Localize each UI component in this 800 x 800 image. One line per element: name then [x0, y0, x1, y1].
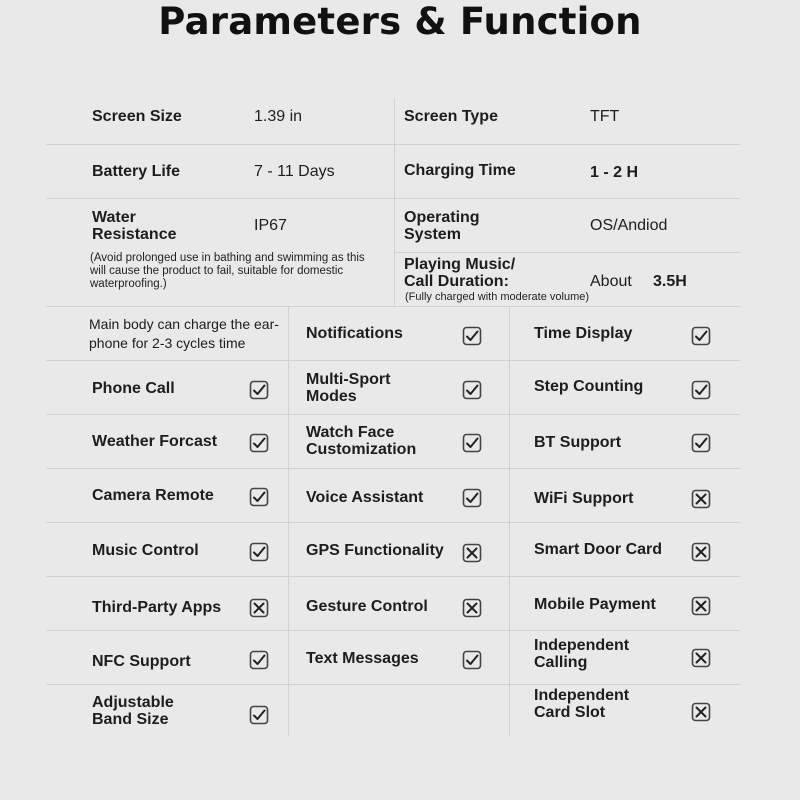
feature-phone-call: Phone Call	[92, 380, 175, 397]
screen-size-label: Screen Size	[92, 108, 182, 125]
divider	[46, 198, 740, 199]
feature-voice-assistant: Voice Assistant	[306, 489, 424, 506]
feature-step-counting: Step Counting	[534, 378, 644, 395]
music-label-line2: Call Duration:	[404, 273, 509, 290]
cross-icon	[691, 542, 711, 562]
music-value: 3.5H	[653, 273, 687, 290]
os-value: OS/Andiod	[590, 217, 668, 234]
cross-icon	[691, 596, 711, 616]
music-label-line1: Playing Music/	[404, 256, 516, 273]
water-label-line1: Water	[92, 209, 136, 226]
divider	[46, 360, 740, 361]
screen-size-value: 1.39 in	[254, 108, 303, 125]
page-title: Parameters & Function	[158, 0, 642, 43]
divider	[46, 630, 740, 631]
music-note: (Fully charged with moderate volume)	[405, 291, 590, 303]
cross-icon	[249, 598, 269, 618]
check-icon	[462, 650, 482, 670]
check-icon	[249, 487, 269, 507]
check-icon	[249, 433, 269, 453]
feature-gps: GPS Functionality	[306, 542, 444, 559]
feature-adjustable-line1: Adjustable	[92, 694, 174, 711]
divider	[509, 306, 510, 736]
divider	[46, 522, 740, 523]
battery-life-label: Battery Life	[92, 163, 181, 180]
main-body-note: Main body can charge the ear-phone for 2-3 cycles time	[89, 316, 279, 351]
divider	[288, 306, 289, 736]
divider	[46, 144, 740, 145]
divider	[46, 576, 740, 577]
check-icon	[462, 326, 482, 346]
cross-icon	[691, 648, 711, 668]
divider	[394, 252, 740, 253]
feature-multi-sport-line1: Multi-Sport	[306, 371, 391, 388]
water-label-line2: Resistance	[92, 226, 177, 243]
feature-notifications: Notifications	[306, 325, 403, 342]
feature-independent-card-line2: Card Slot	[534, 704, 606, 721]
divider	[46, 414, 740, 415]
feature-adjustable-line2: Band Size	[92, 711, 169, 728]
check-icon	[691, 433, 711, 453]
check-icon	[462, 488, 482, 508]
divider	[46, 468, 740, 469]
divider	[394, 98, 395, 306]
os-label-line1: Operating	[404, 209, 480, 226]
check-icon	[691, 326, 711, 346]
cross-icon	[691, 702, 711, 722]
water-value: IP67	[254, 217, 287, 234]
feature-camera-remote: Camera Remote	[92, 487, 214, 504]
feature-bt-support: BT Support	[534, 434, 622, 451]
cross-icon	[462, 598, 482, 618]
feature-music-control: Music Control	[92, 542, 199, 559]
charging-time-value: 1 - 2 H	[590, 164, 639, 181]
divider	[46, 684, 740, 685]
check-icon	[249, 705, 269, 725]
music-value-prefix: About	[590, 273, 632, 290]
check-icon	[462, 433, 482, 453]
divider	[46, 306, 740, 307]
feature-independent-calling-line2: Calling	[534, 654, 588, 671]
feature-wifi-support: WiFi Support	[534, 490, 634, 507]
screen-type-label: Screen Type	[404, 108, 498, 125]
feature-watch-face-line2: Customization	[306, 441, 417, 458]
feature-text-messages: Text Messages	[306, 650, 419, 667]
feature-weather: Weather Forcast	[92, 433, 218, 450]
check-icon	[249, 542, 269, 562]
feature-independent-card-line1: Independent	[534, 687, 630, 704]
feature-gesture-control: Gesture Control	[306, 598, 428, 615]
feature-multi-sport-line2: Modes	[306, 388, 357, 405]
check-icon	[462, 380, 482, 400]
water-note: (Avoid prolonged use in bathing and swimming as this will cause the product to fail, suitable for domestic waterproofing.)	[90, 252, 365, 290]
check-icon	[249, 650, 269, 670]
feature-nfc-support: NFC Support	[92, 653, 191, 670]
screen-type-value: TFT	[590, 108, 620, 125]
feature-independent-calling-line1: Independent	[534, 637, 630, 654]
cross-icon	[462, 543, 482, 563]
battery-life-value: 7 - 11 Days	[254, 163, 335, 180]
check-icon	[691, 380, 711, 400]
feature-watch-face-line1: Watch Face	[306, 424, 395, 441]
cross-icon	[691, 489, 711, 509]
charging-time-label: Charging Time	[404, 162, 516, 179]
feature-third-party-apps: Third-Party Apps	[92, 599, 222, 616]
feature-mobile-payment: Mobile Payment	[534, 596, 656, 613]
check-icon	[249, 380, 269, 400]
feature-smart-door-card: Smart Door Card	[534, 541, 663, 558]
os-label-line2: System	[404, 226, 461, 243]
feature-time-display: Time Display	[534, 325, 633, 342]
